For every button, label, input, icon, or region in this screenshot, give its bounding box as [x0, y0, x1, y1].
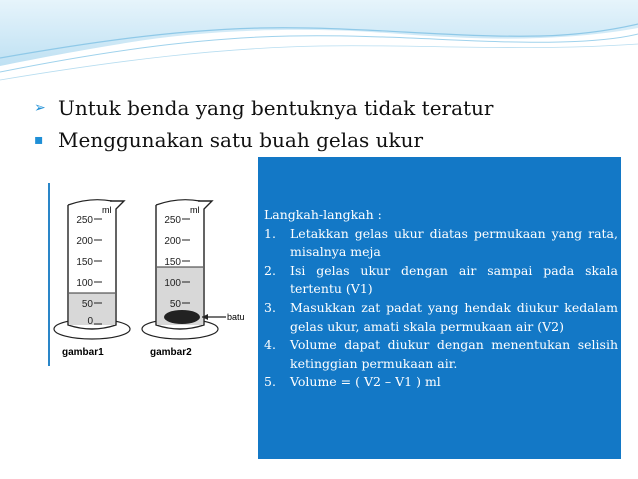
- list-item: [264, 262, 618, 299]
- bullet-list: [34, 92, 634, 156]
- scale-label: 50: [81, 299, 93, 310]
- step-text: Volume = ( V2 – V1 ) ml: [290, 374, 441, 390]
- bullet-text: Untuk benda yang bentuknya tidak teratur: [58, 96, 494, 120]
- steps-title: Langkah-langkah :: [264, 207, 382, 222]
- bullet-item: [34, 92, 634, 124]
- bullet-text: Menggunakan satu buah gelas ukur: [58, 128, 424, 152]
- stone-icon: [164, 310, 200, 324]
- scale-label: 100: [164, 278, 181, 289]
- step-text: Isi gelas ukur dengan air sampai pada skala tertentu (V1): [290, 262, 618, 297]
- scale-label: 150: [76, 257, 93, 268]
- step-number: 1.: [264, 225, 276, 241]
- header-wave-decoration: [0, 0, 638, 82]
- measuring-cylinder-figure: [48, 183, 256, 366]
- step-number: 5.: [264, 374, 276, 390]
- arrow-bullet-icon: ➢: [34, 100, 46, 116]
- list-item: [264, 336, 618, 373]
- scale-label: 150: [164, 257, 181, 268]
- cylinder-diagram: [50, 183, 256, 366]
- scale-label: 250: [76, 215, 93, 226]
- bullet-item: [34, 124, 634, 156]
- unit-label: ml: [190, 205, 200, 215]
- list-item: [264, 225, 618, 262]
- caption-gambar1: gambar1: [62, 347, 104, 358]
- unit-label: ml: [102, 205, 112, 215]
- scale-label: 200: [76, 236, 93, 247]
- step-number: 4.: [264, 337, 276, 353]
- scale-label: 200: [164, 236, 181, 247]
- list-item: [264, 373, 618, 392]
- square-bullet-icon: ▪: [34, 132, 44, 148]
- scale-label: 0: [87, 316, 93, 327]
- cylinder-2: [142, 200, 245, 358]
- step-number: 2.: [264, 262, 276, 278]
- scale-label: 50: [169, 299, 181, 310]
- caption-gambar2: gambar2: [150, 347, 192, 358]
- scale-label: 100: [76, 278, 93, 289]
- step-text: Masukkan zat padat yang hendak diukur kedalam gelas ukur, amati skala permukaan air (V2): [290, 299, 618, 334]
- steps-list: [264, 206, 618, 392]
- object-label: batu: [227, 312, 245, 322]
- list-item: [264, 299, 618, 336]
- scale-label: 250: [164, 215, 181, 226]
- step-number: 3.: [264, 299, 276, 315]
- step-text: Letakkan gelas ukur diatas permukaan yang rata, misalnya meja: [290, 225, 618, 260]
- cylinder-1: [54, 200, 130, 358]
- step-text: Volume dapat diukur dengan menentukan selisih ketinggian permukaan air.: [290, 337, 618, 371]
